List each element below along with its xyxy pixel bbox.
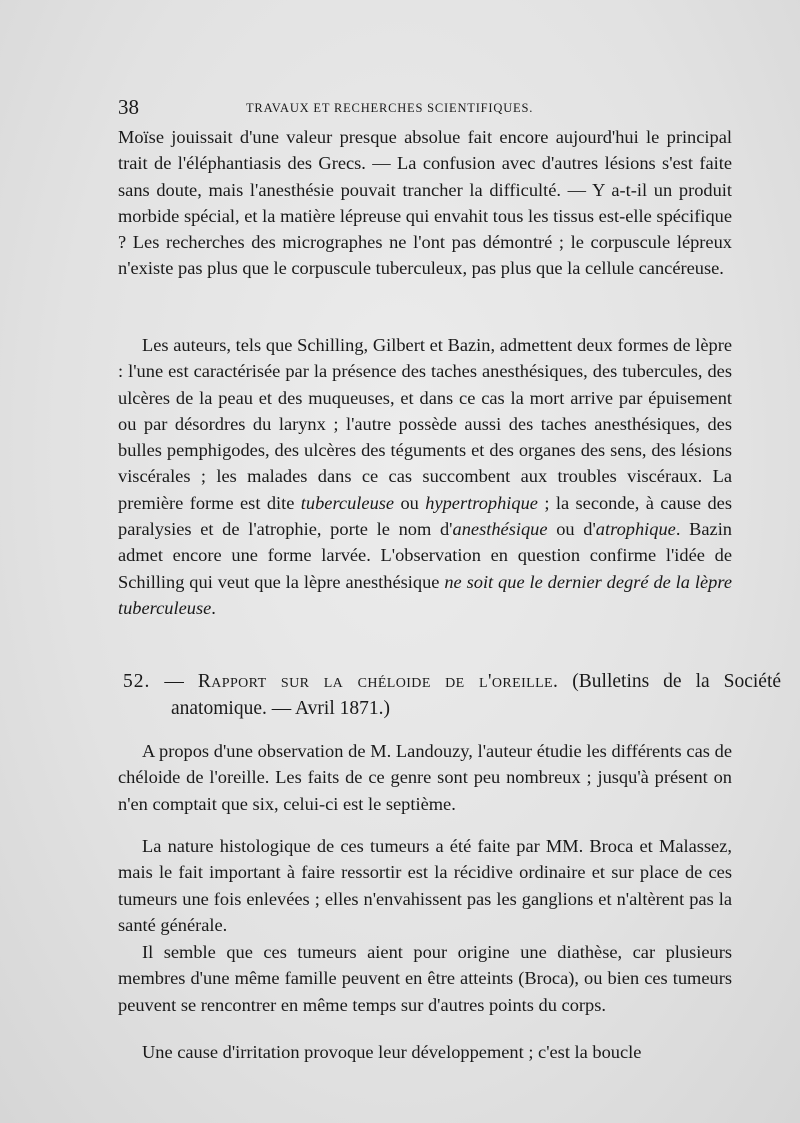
- text-run: . Bazin admet encore une forme larvée. L'observation en question confirme l'idée de Schilling qui veut que la lèpre anesthésique: [118, 519, 733, 592]
- text-run: ou d': [547, 519, 596, 540]
- page-number: 38: [118, 95, 139, 119]
- entry-number: 52.: [123, 671, 151, 692]
- paragraph-cheloid-cases: A propos d'une observation de M. Landouzy, l'auteur étudie les différents cas de chéloide de l'oreille. Les faits de ce genre sont peu nombreux ; jusqu'à présent on n'en comptait que six, celui-ci est le septième.: [118, 741, 732, 814]
- text-run: Les auteurs, tels que Schilling, Gilbert et Bazin, admettent deux formes de lèpre : l'une est caractérisée par la présence des taches anesthésiques, des tubercules, des ulcères de la peau et des muqueuses, et dans ce cas la mort arrive par épuisement ou par désordres du larynx ; l'autre possède aussi des taches anesthésiques, des bulles pemphigodes, des ulcères des téguments et des organes des sens, des lésions viscérales ; les malades dans ce cas succombent aux troubles viscéraux. La première forme est dite: [118, 335, 732, 513]
- italic-term: atrophique: [595, 519, 676, 540]
- paragraph-cheloid-cause: Une cause d'irritation provoque leur développement ; c'est la boucle: [142, 1042, 642, 1062]
- running-head: TRAVAUX ET RECHERCHES SCIENTIFIQUES.: [246, 101, 534, 115]
- entry-title: Rapport sur la chéloide de l'oreille.: [197, 671, 559, 692]
- italic-term: tuberculeuse: [300, 492, 395, 513]
- bibliography-entry: [123, 669, 781, 722]
- entry-dash: —: [164, 671, 184, 692]
- entry-source: (Bulletins de la Société anatomique. — Avril 1871.): [171, 671, 782, 719]
- paragraph-cheloid-diathesis: Il semble que ces tumeurs aient pour origine une diathèse, car plusieurs membres d'une même famille peuvent en être atteints (Broca), ou bien ces tumeurs peuvent se rencontrer en même temps sur d'autres points du corps.: [118, 942, 732, 1015]
- text-run: ou: [394, 492, 426, 513]
- page-header: [118, 96, 738, 118]
- text-run: ; la seconde, à cause des paralysies et de l'atrophie, porte le nom d': [118, 492, 732, 540]
- paragraph-leprosy-intro: Moïse jouissait d'une valeur presque absolue fait encore aujourd'hui le principal trait de l'éléphantiasis des Grecs. — La confusion avec d'autres lésions s'est faite sans doute, mais l'anesthésie pouvait trancher la difficulté. — Y a-t-il un produit morbide spécial, et la matière lépreuse qui envahit tous les tissus est-elle spécifique ? Les recherches des micrographes ne l'ont pas démontré ; le corpuscule lépreux n'existe pas plus que le corpuscule tuberculeux, pas plus que la cellule cancéreuse.: [118, 127, 732, 279]
- paragraph-leprosy-forms: [118, 332, 732, 621]
- italic-term: hypertrophique: [425, 492, 538, 513]
- italic-phrase: ne soit que le dernier degré de la lèpre tuberculeuse: [118, 571, 732, 618]
- italic-term: anesthésique: [452, 519, 548, 540]
- text-run: .: [211, 597, 216, 618]
- paragraph-cheloid-histology: La nature histologique de ces tumeurs a été faite par MM. Broca et Malassez, mais le fait important à faire ressortir est la récidive ordinaire et sur place de ces tumeurs une fois enlevées ; elles n'envahissent pas les ganglions et n'altèrent pas la santé générale.: [118, 836, 732, 935]
